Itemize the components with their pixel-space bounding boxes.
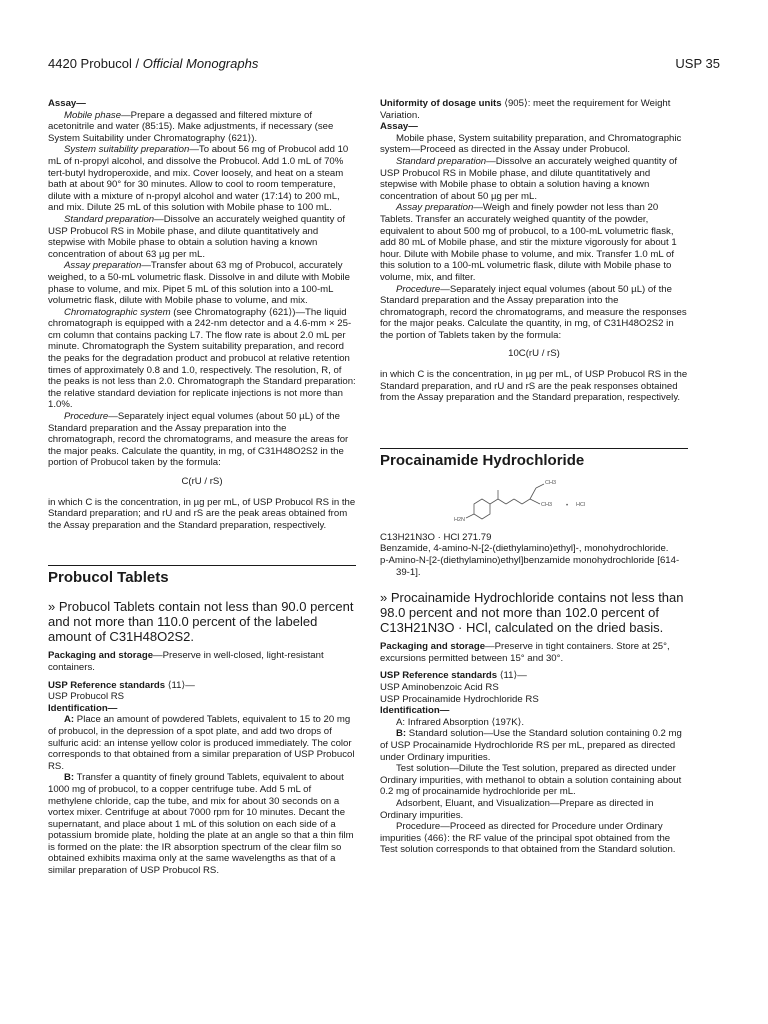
amine-label: H2N [454,516,466,523]
adsorbent-paragraph: Adsorbent, Eluant, and Visualization—Prepare as directed in Ordinary impurities. [380,797,654,821]
chemical-structure [380,474,688,524]
section-title: Probucol Tablets [48,569,169,587]
procedure-paragraph: Procedure—Separately inject equal volumes (about 50 µL) of the Standard preparation and the Assay preparation into the chromatograph, record the chromatograms, and measure the areas for the major peaks. Calculate the quantity, in mg, of C31H48O2S2 in the portion of Probucol taken by the formula: [48,411,349,469]
probucol-tablets-section [48,565,356,587]
procainamide-structure-icon [454,474,634,524]
reference-item: USP Aminobenzoic Acid RS [380,682,499,693]
assay-preparation-paragraph: Assay preparation—Transfer about 63 mg of Probucol, accurately weighed, to a 50-mL volumetric flask. Dissolve in and dilute with Mobile phase to volume, and mix. Pipet 5 mL of this solution into a 100-mL volumetric flask, dilute with Mobile phase to volume, and mix. [48,260,350,307]
mobile-phase-paragraph: Mobile phase—Prepare a degassed and filtered mixture of acetonitrile and water (85:15). Make adjustments, if necessary (see System Suitability under Chromatography ⟨621⟩). [48,109,334,144]
identification-heading: Identification— [380,705,450,717]
standard-preparation-paragraph: Standard preparation—Dissolve an accurately weighed quantity of USP Probucol RS in Mobile phase, and dilute quantitatively and stepwise with Mobile phase to obtain a solution having a known concentration of about 63 µg per mL. [48,213,346,260]
hcl-label: HCl [576,501,586,508]
reference-standards: USP Reference standards ⟨11⟩— [380,670,527,682]
reference-item: USP Probucol RS [48,691,125,703]
identification-a: A: Infrared Absorption ⟨197K⟩. [396,716,525,728]
methyl-label: CH3 [541,501,553,508]
chemical-name-1: Benzamide, 4-amino-N-[2-(diethylamino)ethyl]-, monohydrochloride. [380,543,669,555]
procedure-paragraph: Procedure—Proceed as directed for Procedure under Ordinary impurities ⟨466⟩: the RF value of the principal spot obtained from the Test solution corresponds to that obtained from the Standard solution. [380,821,676,856]
reference-standards: USP Reference standards ⟨11⟩— [48,679,195,691]
tablets-definition: » Probucol Tablets contain not less than 90.0 percent and not more than 110.0 percent of the labeled amount of C31H48O2S2. [48,599,354,645]
assay-preparation-paragraph: Assay preparation—Weigh and finely powder not less than 20 Tablets. Transfer an accurately weighed quantity of the powder, equivalent to about 500 mg of probucol, to a 100-mL volumetric flask, add 80 mL of Mobile phase, and stir the mixture vigorously for about 1 hour. Dilute with Mobile phase to volume, and mix. Transfer 1.0 mL of this solution to a 100-mL volumetric flask, dilute with Mobile phase to volume, mix, and filter. [380,202,677,283]
molecular-formula: C13H21N3O · HCl 271.79 [380,531,492,543]
running-header [48,56,720,74]
left-column [48,98,356,877]
dot-separator: • [566,502,569,509]
right-column [380,98,688,856]
identification-a: A: Place an amount of powdered Tablets, equivalent to 15 to 20 mg of probucol, in the depression of a spot plate, and add two drops of sulfuric acid: an intense yellow color is produced immediately. The color corresponds to that obtained from a similar preparation of USP Probucol RS. [48,714,355,772]
assay-heading: Assay— [48,98,86,109]
chemical-name-2: p-Amino-N-[2-(diethylamino)ethyl]benzamide monohydrochloride [614-39-1]. [380,555,680,578]
assay-intro: Mobile phase, System suitability preparation, and Chromatographic system—Proceed as directed in the Assay under Probucol. [380,132,682,156]
system-suitability-paragraph: System suitability preparation—To about 56 mg of Probucol add 10 mL of n-propyl alcohol, and dissolve the Probucol. Add 1.0 mL of 70% tert-butyl hydroperoxide, and mix. Cover loosely, and heat on a steam bath at about 90° for 30 minutes. Allow to cool to room temperature, dilute with a mixture of n-propyl alcohol and water (17:14) to 200 mL, and mix. Dilute 25 mL of this solution with Mobile phase to 100 mL. [48,144,349,214]
assay-formula: C(rU / rS) [181,476,223,487]
uniformity-paragraph: Uniformity of dosage units ⟨905⟩: meet the requirement for Weight Variation. [380,98,671,121]
assay-heading: Assay— [380,121,418,133]
assay-formula: 10C(rU / rS) [508,348,560,360]
identification-heading: Identification— [48,702,118,714]
reference-item: USP Procainamide Hydrochloride RS [380,693,539,705]
test-solution-paragraph: Test solution—Dilute the Test solution, prepared as directed under Ordinary impurities, with methanol to obtain a solution containing about 0.2 mg of procainamide hydrochloride per mL. [380,763,682,798]
chromatographic-system-paragraph: Chromatographic system (see Chromatography ⟨621⟩)—The liquid chromatograph is equipped with a 242-nm detector and a 4.6-mm × 25-cm column that contains packing L7. The flow rate is about 2.0 mL per minute. Chromatograph the System suitability preparation, and record the peaks for the degradation product and probucol at relative retention times of approximately 0.8 and 1.0, respectively. The resolution, R, of the peaks is not less than 2.0. Chromatograph the Standard preparation: the relative standard deviation for replicate injections is not more than 1.0%. [48,306,356,411]
identification-b: B: Standard solution—Use the Standard solution containing 0.2 mg of USP Procainamide Hydrochloride RS per mL, prepared as directed under Ordinary impurities. [380,728,682,763]
section-title: Procainamide Hydrochloride [380,451,585,469]
formula-note: in which C is the concentration, in µg per mL, of USP Probucol RS in the Standard preparation; and rU and rS are the peak areas obtained from the Assay preparation and the Standard preparation, respectively. [48,496,356,531]
methyl-label: CH3 [545,479,557,486]
procainamide-section [380,448,688,470]
identification-b: B: Transfer a quantity of finely ground Tablets, equivalent to about 1000 mg of probucol, to a copper centrifuge tube. Add 5 mL of methylene chloride, cap the tube, and mix for about 30 seconds on a vortex mixer. Centrifuge at about 7000 rpm for 10 minutes. Decant the supernatant, and place about 1 mL of this solution on each side of a potassium bromide plate, holding the plate at an angle so that a thin film is formed on the plate: the IR absorption spectrum of the clear film so obtained exhibits maxima only at the same wavelengths as that of a similar preparation of USP Probucol RS. [48,772,354,877]
running-header-left: 4420 Probucol / Official Monographs [48,56,259,71]
procainamide-definition: » Procainamide Hydrochloride contains not less than 98.0 percent and not more than 102.0 percent of C13H21N3O · HCl, calculated on the dried basis. [380,590,684,636]
running-header-right: USP 35 [675,56,720,71]
standard-preparation-paragraph: Standard preparation—Dissolve an accurately weighed quantity of USP Probucol RS in Mobile phase, and dilute quantitatively and stepwise with Mobile phase to obtain a solution having a known concentration of about 50 µg per mL. [380,155,678,202]
procedure-paragraph: Procedure—Separately inject equal volumes (about 50 µL) of the Standard preparation and the Assay preparation into the chromatograph, record the chromatograms, and measure the responses for the major peaks. Calculate the quantity, in mg, of C31H48O2S2 in the portion of Tablets taken by the formula: [380,283,687,341]
packaging-storage: Packaging and storage—Preserve in tight containers. Store at 25°, excursions permitted between 15° and 30°. [380,641,670,664]
formula-note: in which C is the concentration, in µg per mL, of USP Probucol RS in the Standard preparation, and rU and rS are the peak responses obtained from the Assay preparation and the Standard preparation, respectively. [380,369,688,404]
packaging-storage: Packaging and storage—Preserve in well-closed, light-resistant containers. [48,650,324,673]
